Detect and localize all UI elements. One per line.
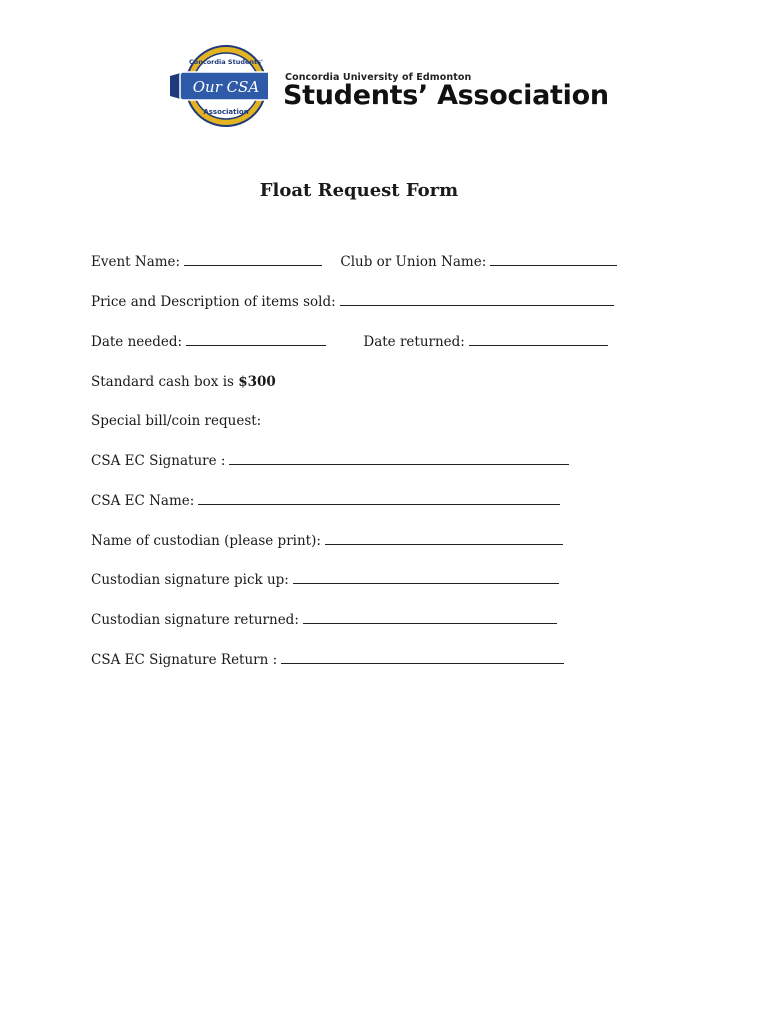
date-needed-field[interactable] bbox=[186, 333, 326, 346]
custodian-pickup-row bbox=[91, 571, 559, 589]
svg-text:Concordia Students': Concordia Students' bbox=[189, 58, 263, 66]
custodian-pickup-label: Custodian signature pick up: bbox=[91, 572, 289, 588]
association-name: Students’ Association bbox=[283, 80, 609, 111]
ec-signature-return-label: CSA EC Signature Return : bbox=[91, 652, 278, 668]
event-name-label: Event Name: bbox=[91, 254, 181, 270]
custodian-returned-row bbox=[91, 611, 557, 629]
cash-box-row bbox=[91, 373, 276, 391]
custodian-returned-field[interactable] bbox=[303, 611, 557, 624]
ec-signature-label: CSA EC Signature : bbox=[91, 453, 226, 469]
event-name-field[interactable] bbox=[184, 253, 322, 266]
special-request-row bbox=[91, 412, 261, 430]
date-returned-field[interactable] bbox=[469, 333, 608, 346]
price-description-label: Price and Description of items sold: bbox=[91, 294, 336, 310]
price-row bbox=[91, 293, 614, 311]
cash-box-amount: $300 bbox=[238, 374, 276, 390]
date-needed-label: Date needed: bbox=[91, 334, 183, 350]
ec-signature-field[interactable] bbox=[229, 452, 569, 465]
custodian-returned-label: Custodian signature returned: bbox=[91, 612, 299, 628]
ec-signature-return-row bbox=[91, 651, 564, 669]
ec-name-field[interactable] bbox=[198, 492, 560, 505]
custodian-name-field[interactable] bbox=[325, 532, 563, 545]
price-description-field[interactable] bbox=[340, 293, 614, 306]
ec-signature-row bbox=[91, 452, 569, 470]
custodian-pickup-field[interactable] bbox=[293, 571, 559, 584]
header-logo bbox=[168, 42, 609, 132]
cash-box-text: Standard cash box is bbox=[91, 374, 239, 390]
club-name-field[interactable] bbox=[490, 253, 617, 266]
event-row bbox=[91, 253, 617, 271]
custodian-name-row bbox=[91, 532, 563, 550]
ec-name-label: CSA EC Name: bbox=[91, 493, 195, 509]
date-returned-label: Date returned: bbox=[363, 334, 465, 350]
svg-text:Association: Association bbox=[203, 108, 249, 116]
university-name: Concordia University of Edmonton bbox=[285, 72, 472, 83]
dates-row bbox=[91, 333, 608, 351]
svg-text:Our CSA: Our CSA bbox=[192, 78, 260, 96]
club-name-label: Club or Union Name: bbox=[340, 254, 487, 270]
ec-name-row bbox=[91, 492, 560, 510]
custodian-name-label: Name of custodian (please print): bbox=[91, 533, 321, 549]
ec-signature-return-field[interactable] bbox=[281, 651, 564, 664]
csa-seal-logo bbox=[168, 42, 268, 132]
form-title: Float Request Form bbox=[259, 180, 459, 201]
special-request-label: Special bill/coin request: bbox=[91, 413, 262, 429]
